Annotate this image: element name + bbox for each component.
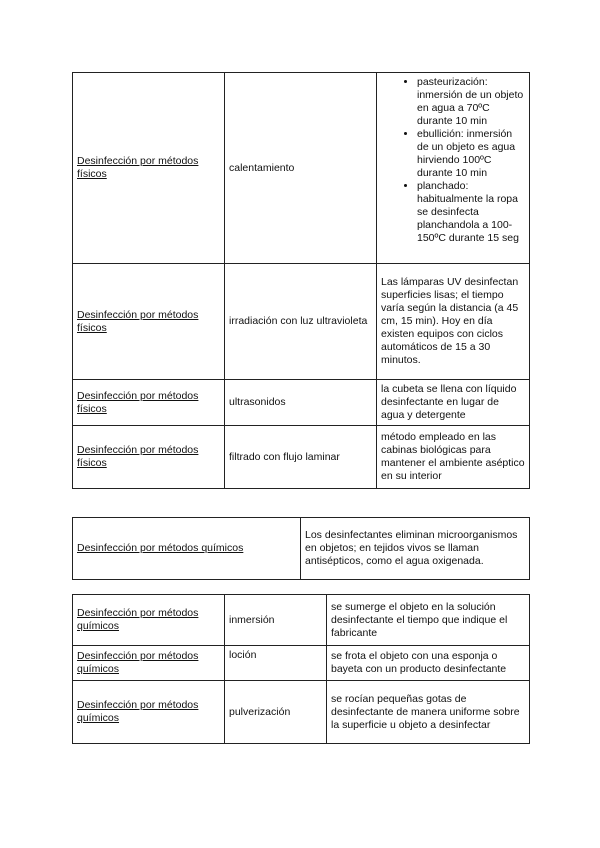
method-cell: irradiación con luz ultravioleta <box>225 264 377 380</box>
method-cell: calentamiento <box>225 73 377 264</box>
table-row <box>73 518 530 580</box>
table-row <box>73 380 530 426</box>
method-cell: filtrado con flujo laminar <box>225 426 377 489</box>
category-cell <box>73 595 225 646</box>
bullet-list <box>381 76 525 245</box>
description-cell: la cubeta se llena con líquido desinfectante en lugar de agua y detergente <box>377 380 530 426</box>
category-cell <box>73 73 225 264</box>
description-cell: se sumerge el objeto en la solución desinfectante el tiempo que indique el fabricante <box>327 595 530 646</box>
description-cell: método empleado en las cabinas biológicas para mantener el ambiente aséptico en su interior <box>377 426 530 489</box>
category-label: Desinfección por métodos químicos <box>77 650 199 675</box>
list-item: • ebullición: inmersión de un objeto es agua hirviendo 100ºC durante 10 min <box>417 128 525 180</box>
category-label: Desinfección por métodos físicos <box>77 389 199 415</box>
physical-methods-table <box>72 72 530 489</box>
method-cell: ultrasonidos <box>225 380 377 426</box>
category-cell <box>73 518 301 580</box>
table-row <box>73 264 530 380</box>
table-row <box>73 681 530 744</box>
category-cell <box>73 646 225 681</box>
category-label: Desinfección por métodos físicos <box>77 308 199 334</box>
method-cell: loción <box>225 646 327 681</box>
description-cell: se frota el objeto con una esponja o bayeta con un producto desinfectante <box>327 646 530 681</box>
category-label: Desinfección por métodos físicos <box>77 444 199 469</box>
chemical-intro-table <box>72 517 530 580</box>
category-cell <box>73 681 225 744</box>
description-cell <box>377 73 530 264</box>
table-row <box>73 595 530 646</box>
description-cell: se rocían pequeñas gotas de desinfectante de manera uniforme sobre la superficie u objeto a desinfectar <box>327 681 530 744</box>
category-label: Desinfección por métodos químicos <box>77 699 199 724</box>
chemical-methods-table <box>72 594 530 744</box>
category-label: Desinfección por métodos químicos <box>77 607 199 632</box>
category-label: Desinfección por métodos químicos <box>77 542 244 554</box>
category-label: Desinfección por métodos físicos <box>77 155 199 180</box>
description-cell: Las lámparas UV desinfectan superficies lisas; el tiempo varía según la distancia (a 45 cm, 15 min). Hoy en día existen equipos con ciclos automáticos de 15 a 30 minutos. <box>377 264 530 380</box>
list-item: • planchado: habitualmente la ropa se desinfecta planchandola a 100-150ºC durante 15 seg <box>417 180 525 245</box>
category-cell <box>73 426 225 489</box>
list-item: • pasteurización: inmersión de un objeto en agua a 70ºC durante 10 min <box>417 76 525 128</box>
table-row <box>73 426 530 489</box>
table-row <box>73 646 530 681</box>
category-cell <box>73 264 225 380</box>
method-cell: inmersión <box>225 595 327 646</box>
category-cell <box>73 380 225 426</box>
description-cell: Los desinfectantes eliminan microorganismos en objetos; en tejidos vivos se llaman antisépticos, como el agua oxigenada. <box>301 518 530 580</box>
method-cell: pulverización <box>225 681 327 744</box>
table-row <box>73 73 530 264</box>
